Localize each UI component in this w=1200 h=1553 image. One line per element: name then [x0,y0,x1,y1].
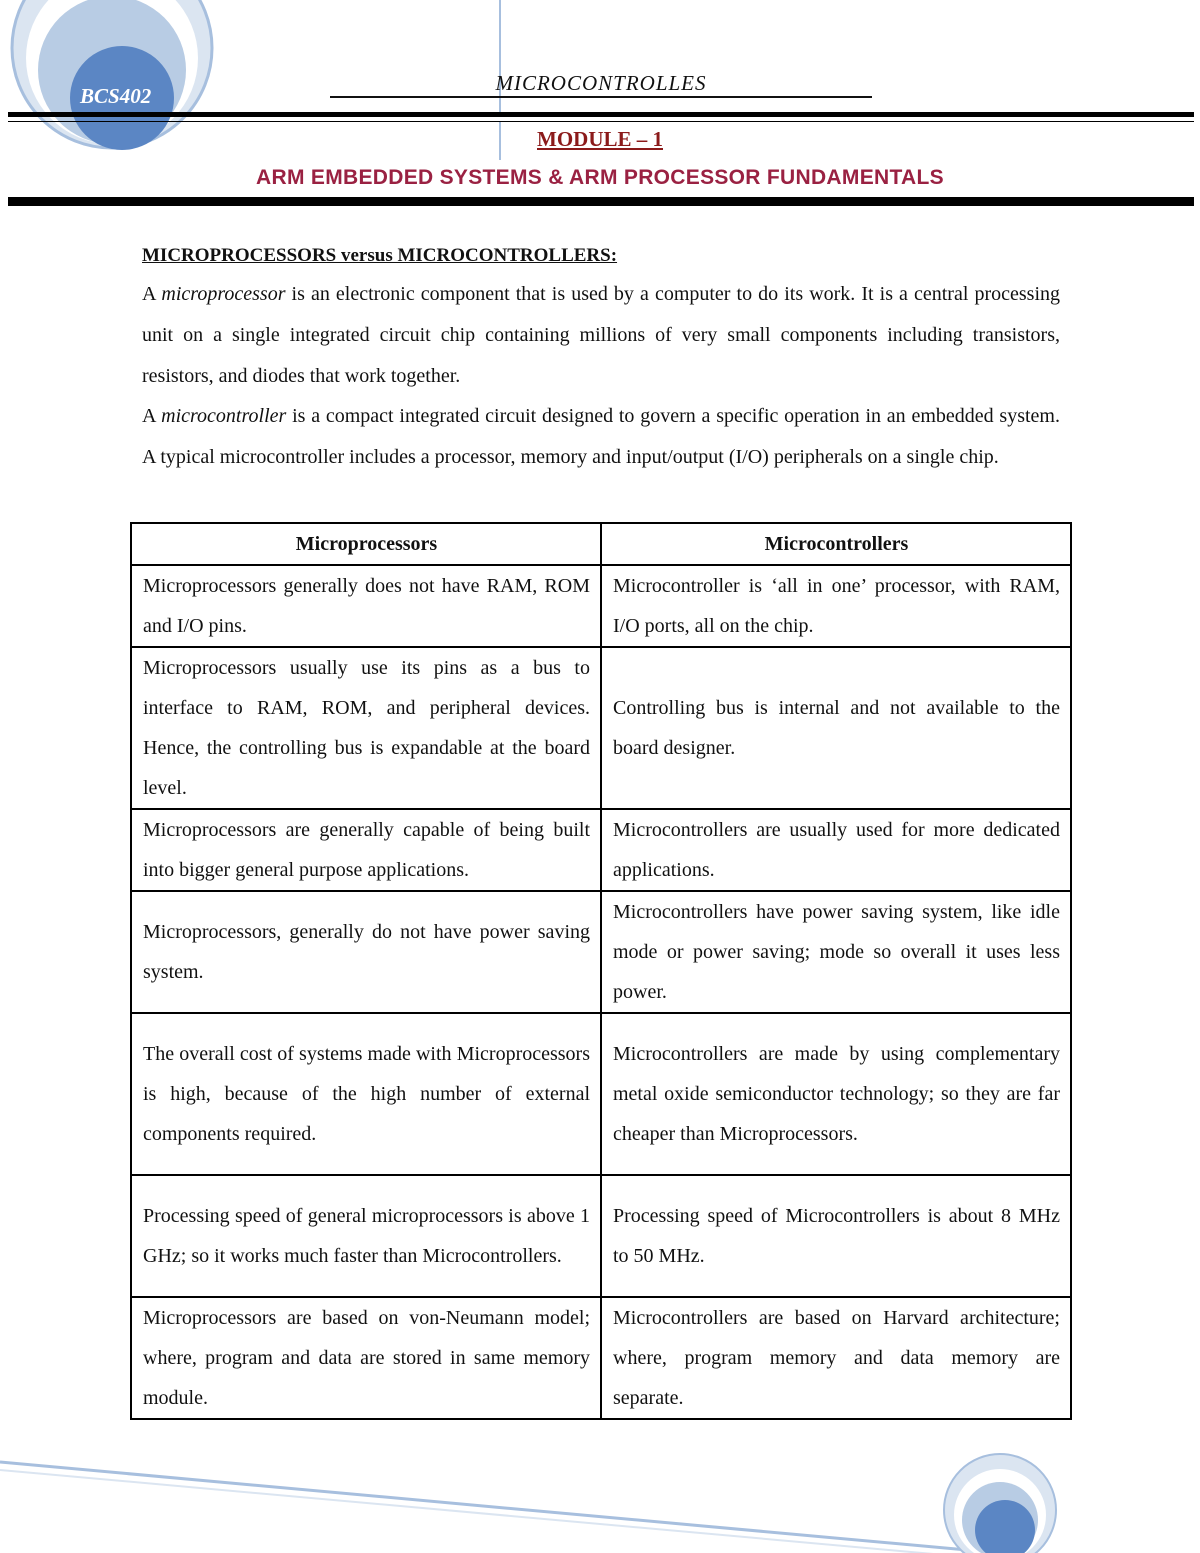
table-row [131,1297,1071,1419]
module-heading: MODULE – 1 [537,127,663,151]
cell-microcontroller: Microcontrollers are based on Harvard architecture; where, program memory and data memory are separate. [601,1297,1071,1419]
cell-microprocessor: The overall cost of systems made with Microprocessors is high, because of the high number of external components required. [131,1013,601,1175]
p1-rest: is an electronic component that is used by a computer to do its work. It is a central processing unit on a single integrated circuit chip containing millions of very small components including transistors, resistors, and diodes that work together. [142,283,1061,387]
table-row [131,809,1071,891]
table-header-row [131,523,1071,565]
p2-term: microcontroller [161,405,287,427]
cell-microcontroller: Microcontroller is ‘all in one’ processor, with RAM, I/O ports, all on the chip. [601,565,1071,647]
footer-circle-decoration [0,1454,1056,1553]
cell-microprocessor: Microprocessors usually use its pins as a bus to interface to RAM, ROM, and peripheral devices. Hence, the controlling bus is expandable at the board level. [131,647,601,809]
table-row [131,647,1071,809]
cell-microcontroller: Microcontrollers are usually used for more dedicated applications. [601,809,1071,891]
course-code: BCS402 [80,84,152,108]
table-row [131,1013,1071,1175]
p1-term: microprocessor [161,283,286,305]
header-rule [8,112,1194,117]
comparison-table [130,522,1072,1420]
p2-rest: is a compact integrated circuit designed to govern a specific operation in an embedded system. A typical microcontroller includes a processor, memory and input/output (I/O) peripherals on a single chip. [142,405,1060,468]
module-rule [8,197,1194,206]
table-row [131,1175,1071,1297]
microprocessor-definition [142,274,1060,397]
cell-microcontroller: Controlling bus is internal and not available to the board designer. [601,647,1071,809]
subject-title: MICROCONTROLLES [330,70,872,98]
cell-microprocessor: Microprocessors generally does not have RAM, ROM and I/O pins. [131,565,601,647]
cell-microprocessor: Processing speed of general microprocessors is above 1 GHz; so it works much faster than Microcontrollers. [131,1175,601,1297]
table-row [131,565,1071,647]
section-title: MICROPROCESSORS versus MICROCONTROLLERS: [142,245,618,266]
header-rule-thin [8,121,1194,122]
header-microprocessors: Microprocessors [131,523,601,565]
cell-microprocessor: Microprocessors, generally do not have power saving system. [131,891,601,1013]
cell-microprocessor: Microprocessors are based on von-Neumann model; where, program and data are stored in same memory module. [131,1297,601,1419]
cell-microcontroller: Microcontrollers are made by using complementary metal oxide semiconductor technology; so they are far cheaper than Microprocessors. [601,1013,1071,1175]
cell-microprocessor: Microprocessors are generally capable of being built into bigger general purpose applications. [131,809,601,891]
p1-prefix: A [142,283,162,305]
cell-microcontroller: Microcontrollers have power saving system, like idle mode or power saving; mode so overall it uses less power. [601,891,1071,1013]
module-title: ARM EMBEDDED SYSTEMS & ARM PROCESSOR FUNDAMENTALS [256,166,944,189]
header-microcontrollers: Microcontrollers [601,523,1071,565]
cell-microcontroller: Processing speed of Microcontrollers is about 8 MHz to 50 MHz. [601,1175,1071,1297]
p2-prefix: A [142,405,162,427]
table-row [131,891,1071,1013]
microcontroller-definition [142,396,1060,478]
